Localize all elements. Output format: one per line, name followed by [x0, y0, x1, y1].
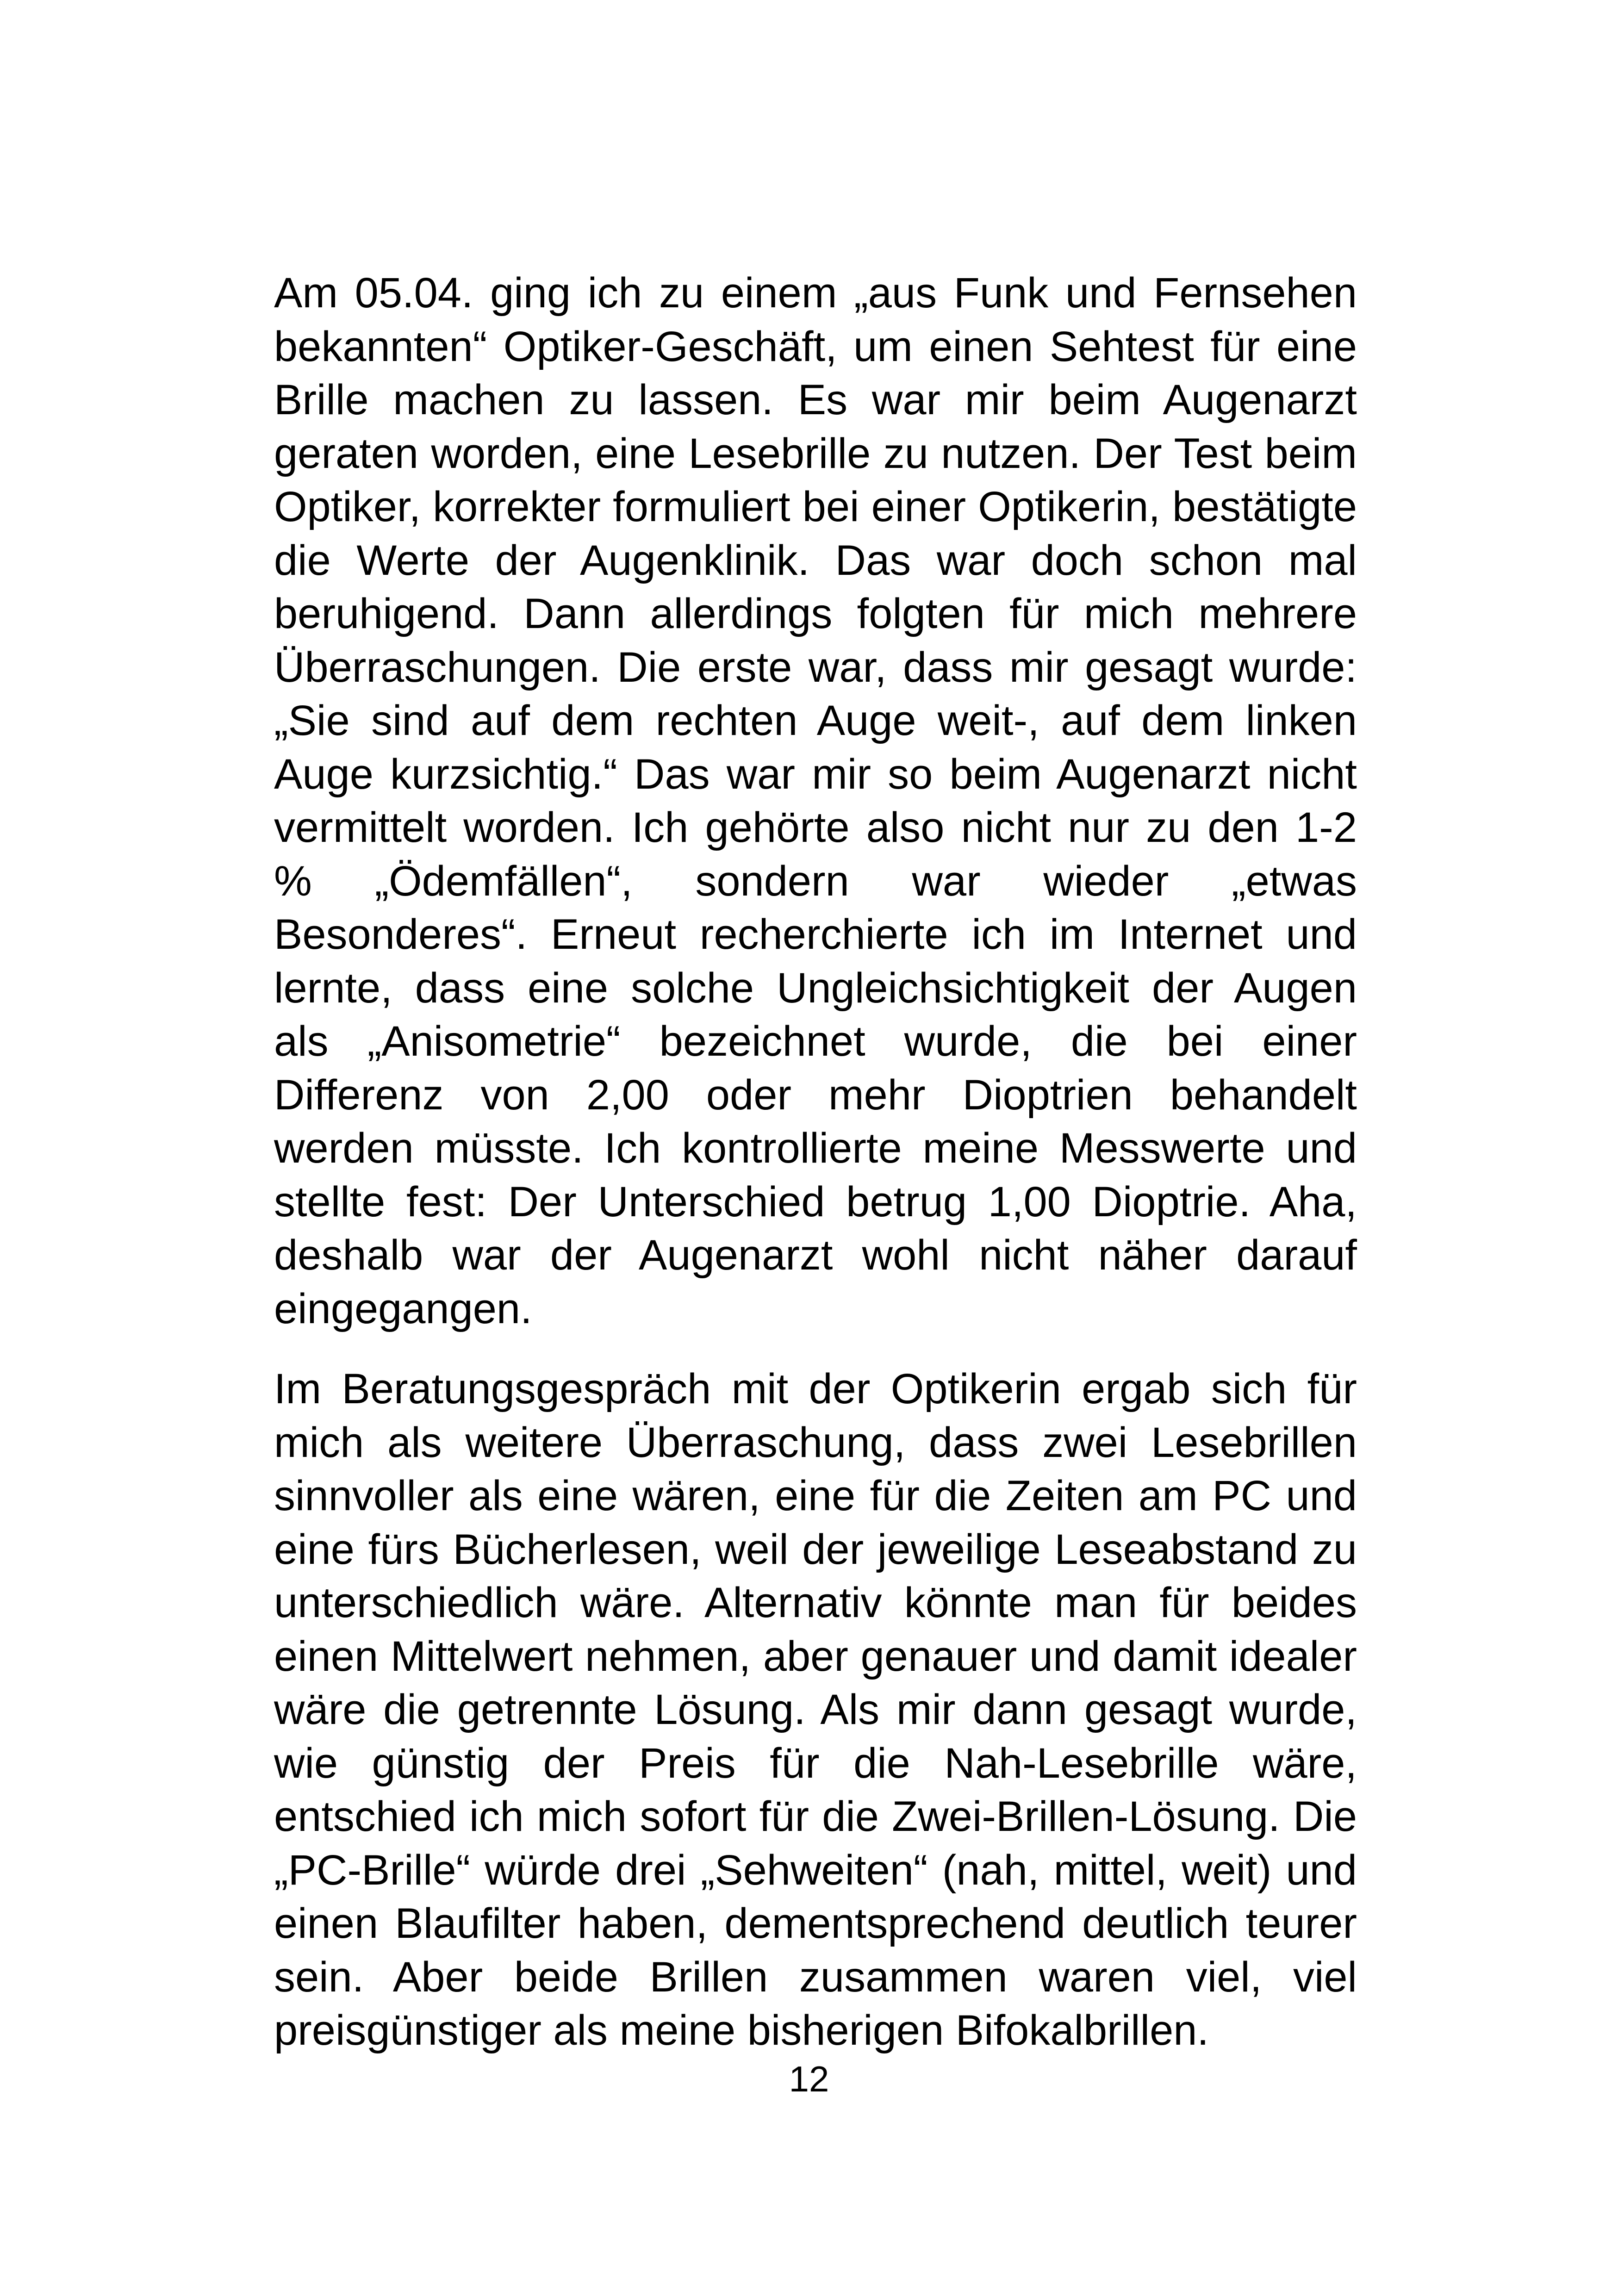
page-number: 12	[789, 2059, 829, 2099]
paragraph-1: Am 05.04. ging ich zu einem „aus Funk und Fernsehen bekannten“ Optiker-Geschäft, um einen Sehtest für eine Brille machen zu lassen. Es war mir beim Augenarzt geraten worden, eine Lesebrille zu nutzen. Der Test beim Optiker, korrekter formuliert bei einer Optikerin, bestätigte die Werte der Augenklinik. Das war doch schon mal beruhigend. Dann allerdings folgten für mich mehrere Überraschungen. Die erste war, dass mir gesagt wurde: „Sie sind auf dem rechten Auge weit-, auf dem linken Auge kurzsichtig.“ Das war mir so beim Augenarzt nicht vermittelt worden. Ich gehörte also nicht nur zu den 1-2 % „Ödemfällen“, sondern war wieder „etwas Besonderes“. Erneut recherchierte ich im Internet und lernte, dass eine solche Ungleichsichtigkeit der Augen als „Anisometrie“ bezeichnet wurde, die bei einer Differenz von 2,00 oder mehr Dioptrien behandelt werden müsste. Ich kontrollierte meine Messwerte und stellte fest: Der Unterschied betrug 1,00 Dioptrie. Aha, deshalb war der Augenarzt wohl nicht näher darauf eingegangen.	[274, 269, 1357, 1332]
paragraph-2: Im Beratungsgespräch mit der Optikerin ergab sich für mich als weitere Überraschung, dass zwei Lesebrillen sinnvoller als eine wären, eine für die Zeiten am PC und eine fürs Bücherlesen, weil der jeweilige Leseabstand zu unterschiedlich wäre. Alternativ könnte man für beides einen Mittelwert nehmen, aber genauer und damit idealer wäre die getrennte Lösung. Als mir dann gesagt wurde, wie günstig der Preis für die Nah-Lesebrille wäre, entschied ich mich sofort für die Zwei-Brillen-Lösung. Die „PC-Brille“ würde drei „Sehweiten“ (nah, mittel, weit) und einen Blaufilter haben, dementsprechend deutlich teurer sein. Aber beide Brillen zusammen waren viel, viel preisgünstiger als meine bisherigen Bifokalbrillen.	[274, 1365, 1357, 2054]
body-text	[274, 267, 1357, 2058]
